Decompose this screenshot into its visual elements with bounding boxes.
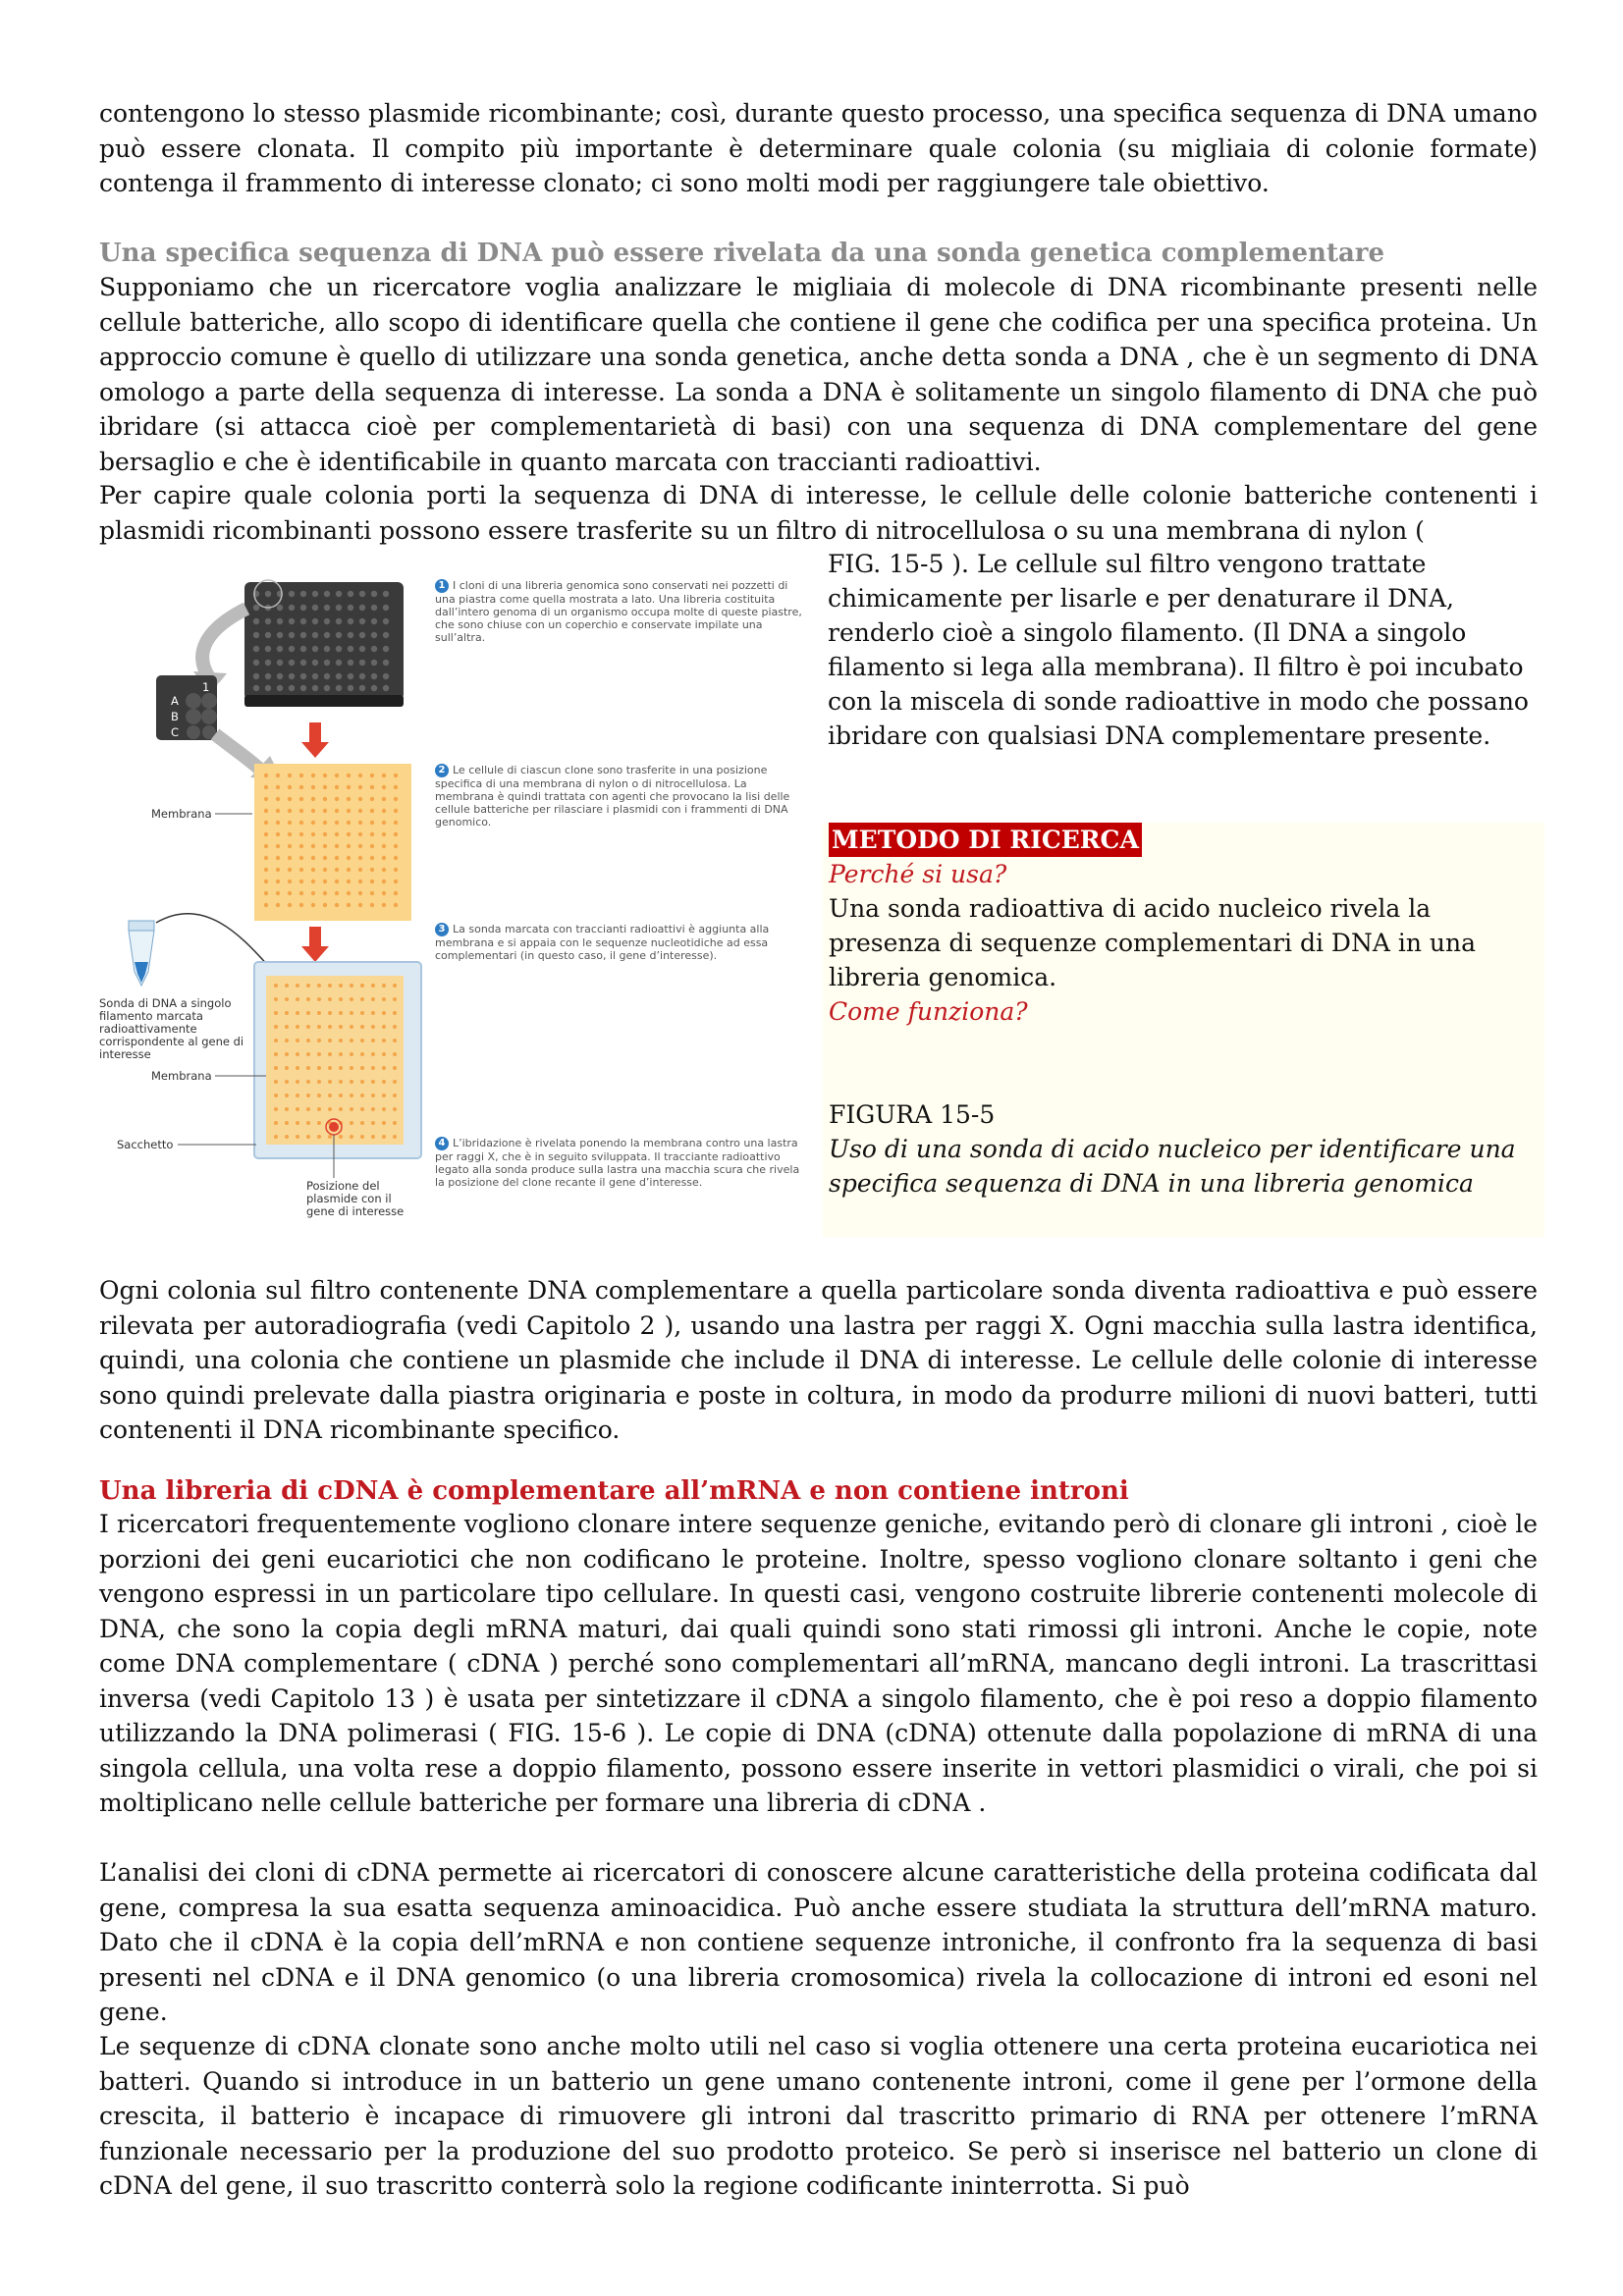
figure-step-2	[435, 764, 803, 828]
well-row-a: A	[171, 694, 179, 708]
well-col-1: 1	[202, 680, 210, 694]
cdna-paragraph-3: Le sequenze di cDNA clonate sono anche molto utili nel caso si voglia ottenere una certa proteina eucariotica nei batteri. Quando si introduce in un batterio un gene umano contenente introni, come il gene per l’ormone della crescita, il batterio è incapace di rimuovere gli introni dal trascritto primario di RNA per ottenere l’mRNA funzionale necessario per la produzione del suo prodotto proteico. Se però si inserisce nel batterio un clone di cDNA del gene, il suo trascritto conterrà solo la regione codificante ininterrotta. Si può	[99, 2032, 1538, 2200]
label-sacchetto: Sacchetto	[117, 1138, 174, 1151]
well-row-b: B	[171, 710, 179, 723]
membrane-1	[254, 764, 411, 921]
label-position: Posizione del plasmide con il gene di interesse	[306, 1179, 405, 1218]
well-col-2: 2	[217, 680, 225, 694]
well-plate	[244, 580, 404, 707]
label-membrana-1: Membrana	[151, 807, 212, 821]
section-heading-probe: Una specifica sequenza di DNA può essere rivelata da una sonda genetica complementare	[99, 239, 1385, 268]
figure-title: Uso di una sonda di acido nucleico per identificare una specifica sequenza di DNA in una libreria genomica	[829, 1135, 1516, 1198]
intro-paragraph: contengono lo stesso plasmide ricombinante; così, durante questo processo, una specifica sequenza di DNA umano può essere clonata. Il compito più importante è determinare quale colonia (su migliaia di colonie formate) contenga il frammento di interesse clonato; ci sono molti modi per raggiungere tale obiettivo.	[99, 99, 1538, 197]
autoradiography-paragraph: Ogni colonia sul filtro contenente DNA complementare a quella particolare sonda diventa radioattiva e può essere rilevata per autoradiografia (vedi Capitolo 2 ), usando una lastra per raggi X. Ogni macchia sulla lastra identifica, quindi, una colonia che contiene un plasmide che include il DNA di interesse. Le cellule delle colonie di interesse sono quindi prelevate dalla piastra originaria e poste in coltura, in modo da produrre milioni di nuovi batteri, tutti contenenti il DNA ricombinante specifico.	[99, 1276, 1538, 1444]
step-text-4: L’ibridazione è rivelata ponendo la membrana contro una lastra per raggi X, che è in seguito sviluppata. Il tracciante radioattivo legato alla sonda produce sulla lastra una macchia scura che rivela la posizione del clone recante il gene d’interesse.	[435, 1137, 800, 1189]
probe-tube	[129, 921, 154, 986]
why-question: Perché si usa?	[829, 860, 1007, 888]
step-number-4: 4	[435, 1137, 449, 1150]
step-text-1: I cloni di una libreria genomica sono conservati nei pozzetti di una piastra come quella mostrata a lato. Una libreria costituita dall’intero genoma di un organismo occupa molte di queste piastre, che sono chiuse con un coperchio e conservate impilate una sull’altra.	[435, 579, 802, 644]
step-text-2: Le cellule di ciascun clone sono trasferite in una posizione specifica di una membrana di nylon o di nitrocellulosa. La membrana è quindi trattata con agenti che provocano la lisi delle cellule batteriche per rilasciare i plasmidi con i frammenti di DNA genomico.	[435, 764, 790, 828]
cdna-paragraph-1: I ricercatori frequentemente vogliono clonare intere sequenze geniche, evitando però di clonare gli introni , cioè le porzioni dei geni eucariotici che non codificano le proteine. Inoltre, spesso vogliono clonare soltanto i geni che vengono espressi in un particolare tipo cellulare. In questi casi, vengono costruite librerie contenenti molecole di DNA, che sono la copia degli mRNA maturi, dai quali quindi sono stati rimossi gli introni. Anche le copie, note come DNA complementare ( cDNA ) perché sono complementari all’mRNA, mancano degli introni. La trascrittasi inversa (vedi Capitolo 13 ) è usata per sintetizzare il cDNA a singolo filamento, che è poi reso a doppio filamento utilizzando la DNA polimerasi ( FIG. 15-6 ). Le copie di DNA (cDNA) ottenute dalla popolazione di mRNA di una singola cellula, una volta rese a doppio filamento, possono essere inserite in vettori plasmidici o virali, che poi si moltiplicano nelle cellule batteriche per formare una libreria di cDNA .	[99, 1510, 1538, 1817]
probe-paragraph: Supponiamo che un ricercatore voglia analizzare le migliaia di molecole di DNA ricombinante presenti nelle cellule batteriche, allo scopo di identificare quella che contiene il gene che codifica per una specifica proteina. Un approccio comune è quello di utilizzare una sonda genetica, anche detta sonda a DNA , che è un segmento di DNA omologo a parte della sequenza di interesse. La sonda a DNA è solitamente un singolo filamento di DNA che può ibridare (si attacca cioè per complementarietà di basi) con una sequenza di DNA complementare del gene bersaglio e che è identificabile in quanto marcata con traccianti radioattivi.	[99, 273, 1538, 476]
figure-step-4	[435, 1137, 803, 1189]
figure-15-5	[99, 569, 816, 1237]
method-box	[823, 823, 1544, 1237]
cdna-paragraph-2: L’analisi dei cloni di cDNA permette ai ricercatori di conoscere alcune caratteristiche della proteina codificata dal gene, compresa la sua esatta sequenza aminoacidica. Può anche essere studiata la struttura dell’mRNA maturo. Dato che il cDNA è la copia dell’mRNA e non contiene sequenze introniche, il confronto fra la sequenza di basi presenti nel cDNA e il DNA genomico (o una libreria cromosomica) rivela la collocazione di introni ed esoni nel gene.	[99, 1858, 1538, 2026]
how-question: Come funziona?	[829, 997, 1028, 1026]
step-text-3: La sonda marcata con traccianti radioattivi è aggiunta alla membrana e si appaia con le sequenze nucleotidiche ad essa complementari (in questo caso, il gene d’interesse).	[435, 923, 770, 962]
figure-label: FIGURA 15-5	[829, 1100, 996, 1129]
step-number-2: 2	[435, 764, 449, 777]
label-probe: Sonda di DNA a singolo filamento marcata radioattivamente corrispondente al gene di interesse	[99, 996, 244, 1061]
figure-step-1	[435, 579, 803, 644]
label-membrana-2: Membrana	[151, 1069, 212, 1083]
figure-step-3	[435, 923, 813, 962]
membrane-bag	[254, 962, 421, 1158]
why-answer: Una sonda radioattiva di acido nucleico rivela la presenza di sequenze complementari di DNA in una libreria genomica.	[829, 894, 1476, 991]
method-tag: METODO DI RICERCA	[829, 823, 1142, 857]
section-heading-cdna: Una libreria di cDNA è complementare all’mRNA e non contiene introni	[99, 1476, 1129, 1506]
filter-paragraph-wrap: FIG. 15-5 ). Le cellule sul filtro vengono trattate chimicamente per lisarle e per denaturare il DNA, renderlo cioè a singolo filamento. (Il DNA a singolo filamento si lega alla membrana). Il filtro è poi incubato con la miscela di sonde radioattive in modo che possano ibridare con qualsiasi DNA complementare presente.	[828, 550, 1529, 750]
filter-paragraph: Per capire quale colonia porti la sequenza di DNA di interesse, le cellule delle colonie batteriche contenenti i plasmidi ricombinanti possono essere trasferite su un filtro di nitrocellulosa o su una membrana di nylon (	[99, 481, 1538, 545]
well-row-c: C	[171, 725, 180, 739]
step-number-1: 1	[435, 579, 449, 593]
step-number-3: 3	[435, 923, 449, 936]
